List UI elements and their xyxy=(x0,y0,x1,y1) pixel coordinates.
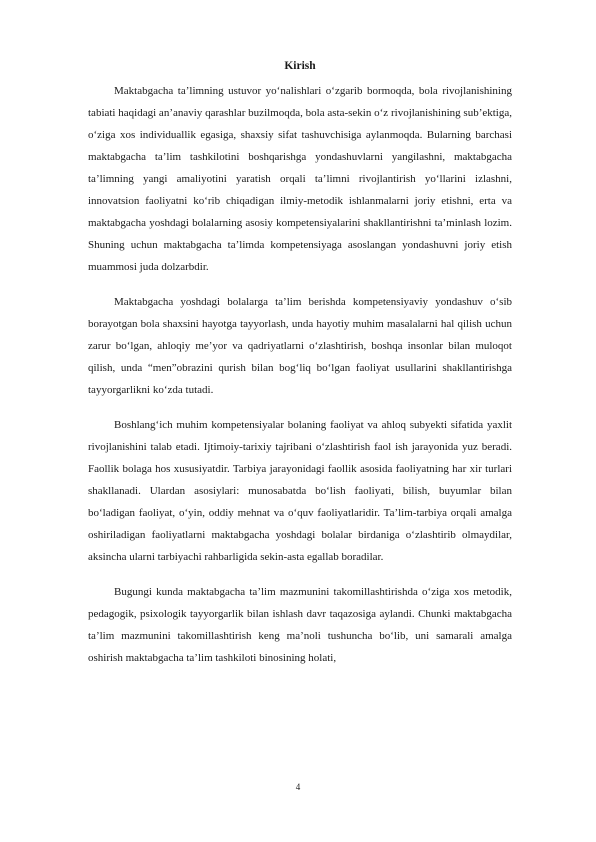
paragraph-4: Bugungi kunda maktabgacha ta’lim mazmunini takomillashtirishda o‘ziga xos metodik, pedagogik, psixologik tayyorgarlik bilan ishlash davr taqazosiga aylandi. Chunki maktabgacha ta’lim mazmunini takomillashtirish keng ma’noli tushuncha bo‘lib, uni samarali amalga oshirish maktabgacha ta’lim tashkiloti binosining holati, xyxy=(88,586,512,664)
page-number: 4 xyxy=(295,782,301,792)
section-heading: Kirish xyxy=(284,60,316,72)
paragraph-2: Maktabgacha yoshdagi bolalarga ta’lim berishda kompetensiyaviy yondashuv o‘sib borayotgan bola shaxsini hayotga tayyorlash, unda hayotiy muhim masalalarni hal qilish uchun zarur bo‘lgan, ahloqiy me’yor va qadriyatlarni o‘zlashtirish, boshqa insonlar bilan muloqot qilish, unda “men”obrazini qurish bilan bog‘liq bo‘lgan faoliyat usullarini shakllantirishga tayyorgarlikni ko‘zda tutadi. xyxy=(88,296,512,396)
page-body xyxy=(88,58,512,682)
paragraph-1: Maktabgacha ta’limning ustuvor yo‘nalishlari o‘zgarib bormoqda, bola rivojlanishining tabiati haqidagi an’anaviy qarashlar buzilmoqda, bola asta-sekin o‘z rivojlanishining sub’ektiga, o‘ziga xos individuallik egasiga, shaxsiy sifat tashuvchisiga aylanmoqda. Bularning barchasi maktabgacha ta’lim tashkilotini boshqarishga yondashuvlarni yangilashni, maktabgacha ta’limning yangi amaliyotini yaratish orqali ta’limni rivojlantirish yo‘llarini izlashni, innovatsion faoliyatni ko‘rib chiqadigan ilmiy-metodik ishlanmalarni joriy etishni, erta va maktabgacha yoshdagi bolalarning asosiy kompetensiyalarini shakllantirishni ta’minlash lozim. Shuning uchun maktabgacha ta’limda kompetensiyaga asoslangan yondashuvni joriy etish muammosi juda dolzarbdir. xyxy=(88,85,512,273)
paragraph-3: Boshlang‘ich muhim kompetensiyalar bolaning faoliyat va ahloq subyekti sifatida yaxlit rivojlanishini talab etadi. Ijtimoiy-tarixiy tajribani o‘zlashtirish faol ish jarayonida yuz beradi. Faollik bolaga hos xususiyatdir. Tarbiya jarayonidagi faollik asosida faoliyatning har xir turlari shakllanadi. Ulardan asosiylari: munosabatda bo‘lish faoliyati, bilish, buyumlar bilan bo‘ladigan faoliyat, o‘yin, oddiy mehnat va o‘quv faoliyatlaridir. Ta’lim-tarbiya orqali amalga oshiriladigan faoliyatlarni maktabgacha yoshdagi bolalar birdaniga o‘zlashtirib olmaydilar, aksincha ularni tarbiyachi rahbarligida sekin-asta egallab boradilar. xyxy=(88,419,512,563)
